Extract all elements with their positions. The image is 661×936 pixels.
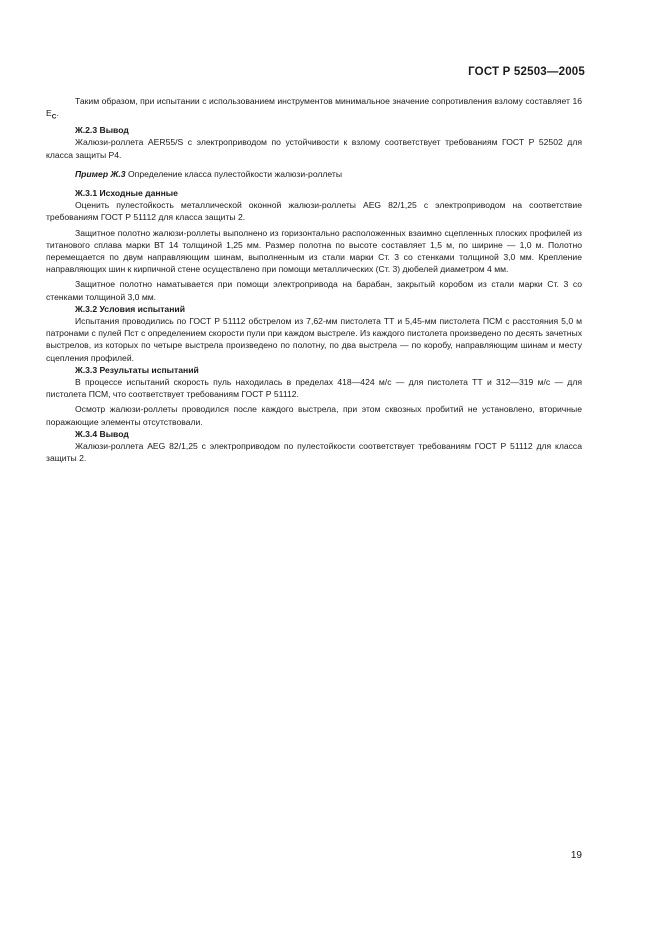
- subscript-c: С: [51, 113, 57, 121]
- paragraph-test-conditions: Испытания проводились по ГОСТ Р 51112 обстрелом из 7,62-мм пистолета ТТ и 5,45-мм пистолета ПСМ с расстояния 5,0 м патронами с пулей Пст с определением скорости пули при каждом выстреле. Из каждого пистолета произведено по десять зачетных выстрелов, из которых по четыре выстрела произведено по полотну, по два выстрела — по коробу, направляющим шинам и месту сцепления профилей.: [46, 315, 582, 363]
- paragraph-final-conclusion: Жалюзи-роллета AEG 82/1,25 с электроприводом по пулестойкости соответствует требованиям ГОСТ Р 51112 для класса защиты 2.: [46, 441, 582, 464]
- paragraph-inspection: Осмотр жалюзи-роллеты проводился после каждого выстрела, при этом сквозных пробитий не установлено, вторичные поражающие элементы отсутствовали.: [46, 404, 582, 427]
- example-text: Определение класса пулестойкости жалюзи-роллеты: [127, 168, 343, 179]
- paragraph-drum-description: Защитное полотно наматывается при помощи электропривода на барабан, закрытый коробом из стали марки Ст. 3 со стенками толщиной 3,0 мм.: [46, 279, 582, 302]
- heading-3-3: Ж.3.3 Результаты испытаний: [75, 364, 199, 375]
- example-label: Пример Ж.3: [75, 168, 126, 179]
- paragraph-conclusion-aer55: Жалюзи-роллета AER55/S с электроприводом по устойчивости к взлому соответствует требованиям ГОСТ Р 52502 для класса защиты Р4.: [46, 137, 582, 160]
- paragraph-curtain-description: Защитное полотно жалюзи-роллеты выполнено из горизонтально расположенных взаимно сцепленных плоских профилей из титанового сплава марки ВТ 14 толщиной 1,25 мм. Размер полотна по высоте составляет 1,5 м, по ширине — 1,0 м. Полотно перемещается по двум направляющим шинам, выполненным из стали марки Ст. 3 со стенками толщиной 3,0 мм. Крепление направляющих шин к кирпичной стене осуществлено при помощи металлических (Ст. 3) дюбелей диаметром 4 мм.: [46, 227, 582, 275]
- paragraph-resistance-summary: Таким образом, при испытании с использованием инструментов минимальное значение сопротивления взлому составляет 16 $Е_С$.: [46, 96, 582, 121]
- heading-3-1: Ж.3.1 Исходные данные: [75, 187, 178, 198]
- page-number: 19: [570, 850, 582, 861]
- heading-3-4: Ж.3.4 Вывод: [75, 428, 129, 439]
- heading-2-3: Ж.2.3 Вывод: [75, 125, 129, 136]
- heading-3-2: Ж.3.2 Условия испытаний: [75, 303, 185, 314]
- document-body: [46, 95, 582, 464]
- example-title: [75, 168, 582, 180]
- paragraph-test-results: В процессе испытаний скорость пуль находилась в пределах 418—424 м/с — для пистолета ТТ и 312—319 м/с — для пистолета ПСМ, что соответствует требованиям ГОСТ Р 51112.: [46, 376, 582, 400]
- paragraph-initial-data: Оценить пулестойкость металлической оконной жалюзи-роллеты AEG 82/1,25 с электроприводом на соответствие требованиям ГОСТ Р 51112 для класса защиты 2.: [46, 200, 582, 223]
- document-code: ГОСТ Р 52503—2005: [468, 66, 585, 78]
